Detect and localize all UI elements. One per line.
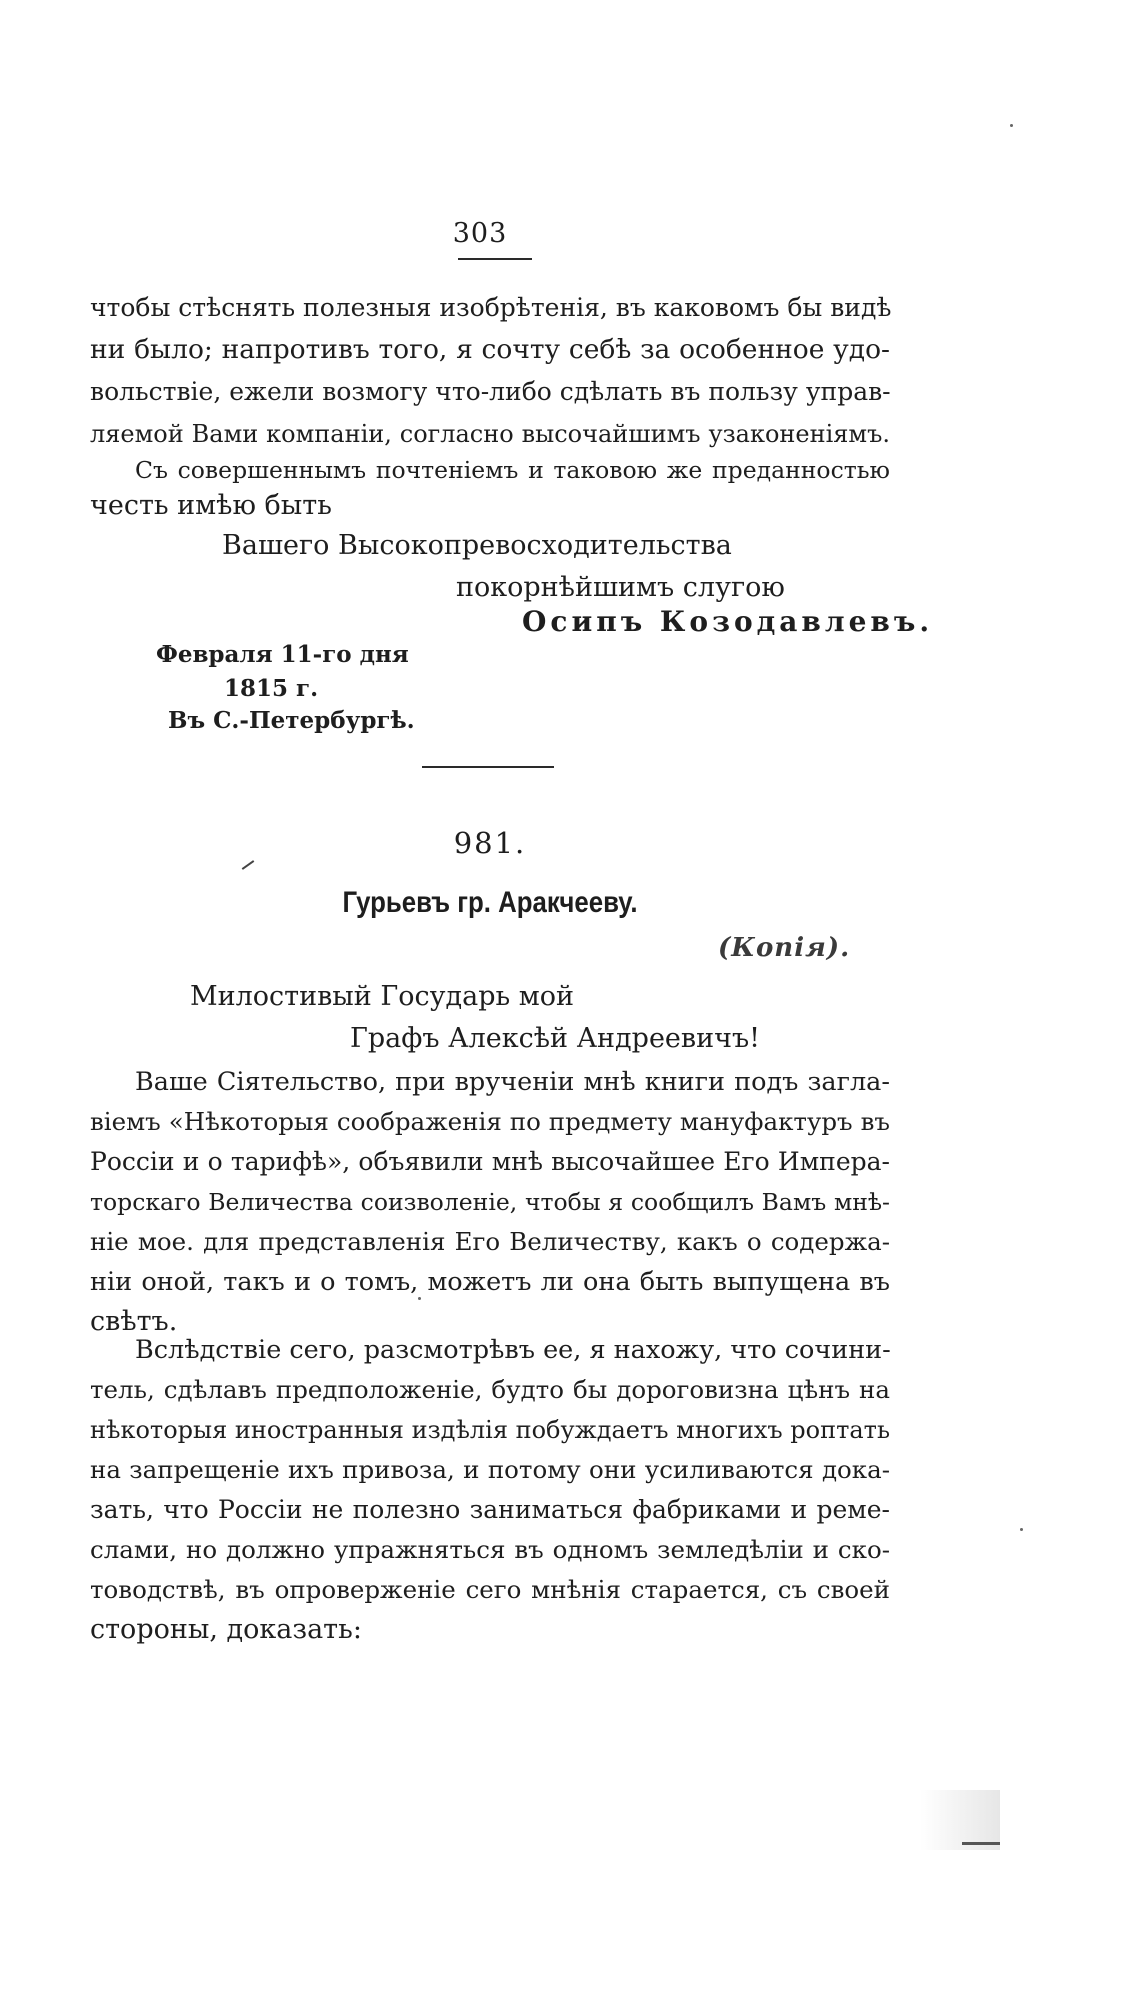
closing-line-1: Вашего Высокопревосходительства [222, 530, 732, 561]
closing-line-2: покорнѣйшимъ слугою [456, 572, 785, 603]
date-year: 1815 г. [224, 675, 319, 702]
date-line: Февраля 11-го дня [156, 641, 409, 668]
page-edge-shadow [920, 1790, 1000, 1850]
text-line: слами, но должно упражняться въ одномъ земледѣліи и ско- [90, 1535, 890, 1564]
text-line: торскаго Величества соизволеніе, чтобы я сообщилъ Вамъ мнѣ- [90, 1188, 890, 1216]
text-line: ляемой Вами компаніи, согласно высочайшимъ узаконеніямъ. [90, 420, 890, 448]
text-line: свѣтъ. [90, 1306, 178, 1337]
date-place: Въ С.-Петербургѣ. [168, 707, 415, 734]
text-line: зать, что Россіи не полезно заниматься фабриками и реме- [90, 1495, 890, 1524]
text-line: ни было; напротивъ того, я сочту себѣ за особенное удо- [90, 334, 890, 365]
document-title: Гурьевъ гр. Аракчееву. [342, 886, 638, 919]
page-number-rule-gap [440, 258, 458, 260]
copy-note: (Копія). [718, 933, 851, 963]
text-line: стороны, доказать: [90, 1614, 362, 1645]
speck [418, 1297, 421, 1300]
text-line: вольствіе, ежели возмогу что-либо сдѣлать въ пользу управ- [90, 377, 891, 406]
corner-rule [962, 1842, 1000, 1845]
text-line: честь имѣю быть [90, 490, 332, 521]
text-line: Ваше Сіятельство, при врученіи мнѣ книги подъ загла- [135, 1067, 890, 1097]
text-line: на запрещеніе ихъ привоза, и потому они усиливаются дока- [90, 1455, 890, 1484]
salutation-line-1: Милостивый Государь мой [190, 981, 575, 1012]
speck [1010, 124, 1013, 127]
text-line: тель, сдѣлавъ предположеніе, будто бы дороговизна цѣнъ на [90, 1375, 890, 1404]
text-line: Съ совершеннымъ почтеніемъ и таковою же преданностью [135, 456, 890, 484]
section-separator [422, 766, 554, 768]
speck [1020, 1528, 1023, 1531]
page-number: 303 [452, 218, 508, 249]
text-line: товодствѣ, въ опроверженіе сего мнѣнія старается, съ своей [90, 1575, 890, 1604]
text-line: чтобы стѣснять полезныя изобрѣтенія, въ каковомъ бы видѣ [90, 293, 892, 322]
text-line: нѣкоторыя иностранныя издѣлія побуждаетъ многихъ роптать [90, 1416, 891, 1444]
text-line: ніи оной, такъ и о томъ, можетъ ли она быть выпущена въ [90, 1267, 890, 1297]
text-line: Вслѣдствіе сего, разсмотрѣвъ ее, я нахожу, что сочини- [135, 1335, 891, 1365]
text-line: віемъ «Нѣкоторыя соображенія по предмету мануфактуръ въ [90, 1107, 890, 1136]
document-number: 981. [453, 826, 527, 860]
text-line: Россіи и о тарифѣ», объявили мнѣ высочайшее Его Импера- [90, 1147, 890, 1176]
salutation-line-2: Графъ Алексѣй Андреевичъ! [350, 1023, 760, 1054]
text-line: ніе мое. для представленія Его Величеству, какъ о содержа- [90, 1227, 890, 1256]
stray-mark [242, 860, 255, 870]
signature: Осипъ Козодавлевъ. [522, 605, 934, 638]
